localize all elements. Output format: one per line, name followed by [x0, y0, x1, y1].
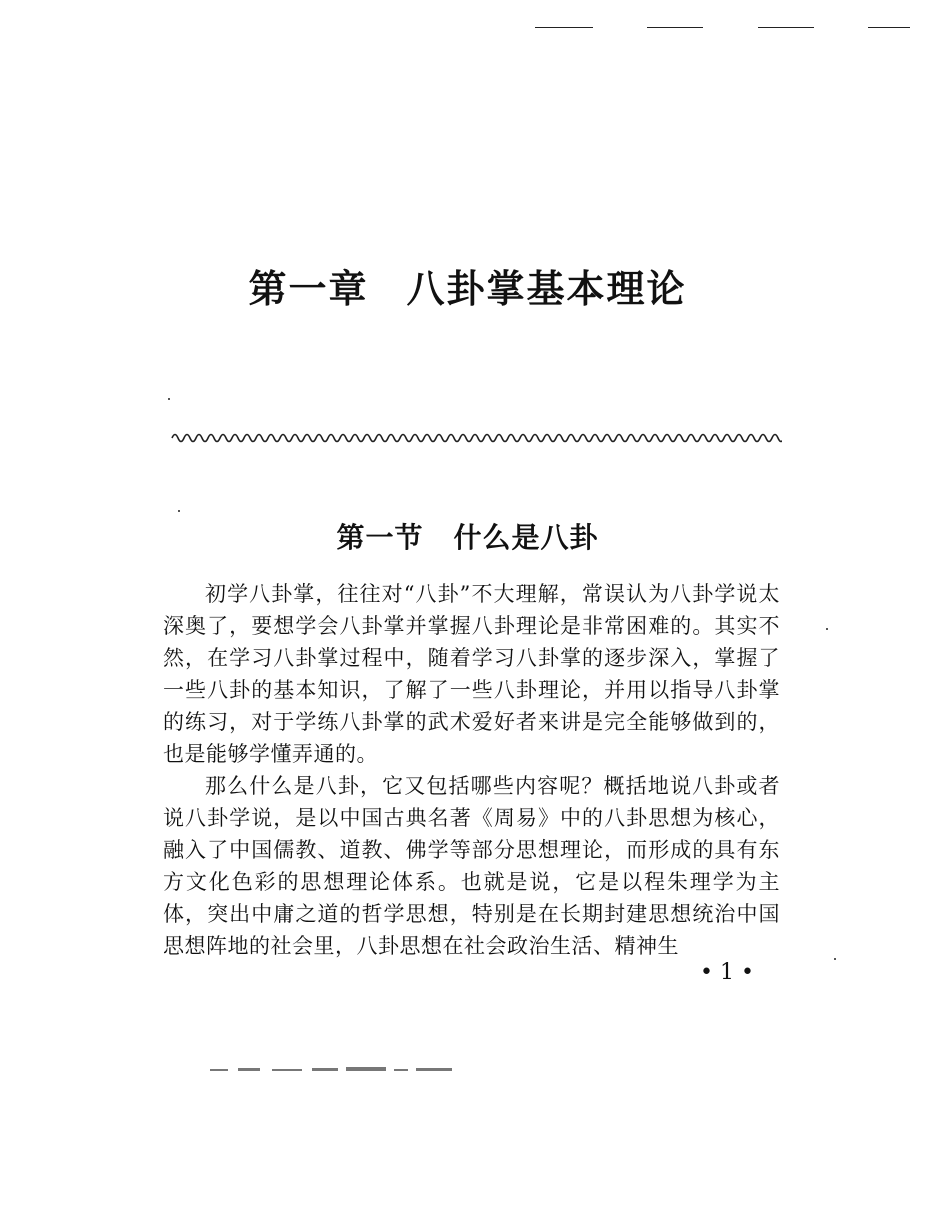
body-text [163, 578, 780, 962]
scan-speck [168, 398, 170, 400]
top-rule-1 [535, 27, 593, 28]
page-number: • 1 • [700, 960, 754, 985]
scan-speck [834, 958, 836, 960]
chapter-name: 八卦掌基本理论 [406, 267, 687, 311]
chapter-title [0, 258, 935, 313]
paragraph-2: 那么什么是八卦，它又包括哪些内容呢？概括地说八卦或者说八卦学说，是以中国古典名著《周易》中的八卦思想为核心，融入了中国儒教、道教、佛学等部分思想理论，而形成的具有东方文化色彩的思想理论体系。也就是说，它是以程朱理学为主体，突出中庸之道的哲学思想，特别是在长期封建思想统治中国思想阵地的社会里，八卦思想在社会政治生活、精神生 [163, 774, 780, 958]
top-rule-4 [868, 27, 910, 28]
wave-ornament-divider [170, 428, 782, 448]
chapter-number: 第一章 [248, 267, 369, 311]
scan-speck [826, 628, 828, 630]
scan-artifact [210, 1066, 470, 1074]
section-name: 什么是八卦 [453, 521, 599, 554]
paragraph-1: 初学八卦掌，往往对“八卦”不大理解，常误认为八卦学说太深奥了，要想学会八卦掌并掌握八卦理论是非常困难的。其实不然，在学习八卦掌过程中，随着学习八卦掌的逐步深入，掌握了一些八卦的基本知识，了解了一些八卦理论，并用以指导八卦掌的练习，对于学练八卦掌的武术爱好者来讲是完全能够做到的，也是能够学懂弄通的。 [163, 582, 780, 766]
top-rule-3 [758, 27, 814, 28]
top-rule-2 [647, 27, 703, 28]
section-number: 第一节 [336, 521, 424, 554]
section-title [0, 516, 935, 556]
scan-speck [178, 510, 180, 512]
